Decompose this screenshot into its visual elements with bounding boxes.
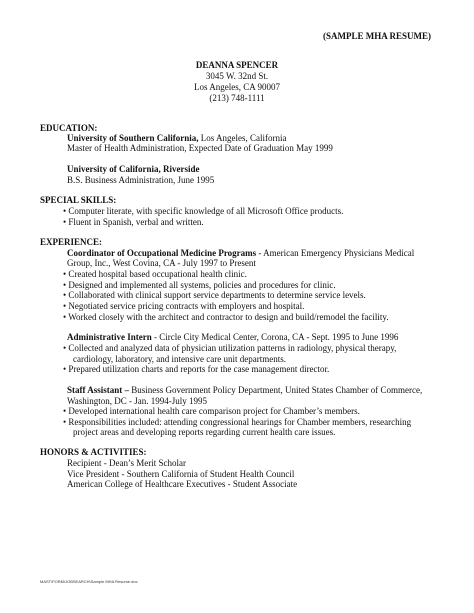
- list-item: Vice President - Southern California of Student Health Council: [67, 469, 295, 479]
- list-item: • Created hospital based occupational health clinic.: [63, 269, 247, 279]
- list-item: • Computer literate, with specific knowledge of all Microsoft Office products.: [63, 206, 344, 216]
- file-path-footer: MAST\FORM\JOBSEARCH\Sample MHA Resume.doc: [40, 579, 138, 584]
- phone-number: (213) 748-1111: [209, 93, 265, 103]
- list-item: • Responsibilities included: attending congressional hearings for Chamber members, researching: [63, 417, 412, 427]
- honors-heading: HONORS & ACTIVITIES:: [40, 447, 147, 457]
- bullet-icon: •: [63, 406, 67, 416]
- job-title: Administrative Intern: [67, 332, 152, 342]
- list-item: • Fluent in Spanish, verbal and written.: [63, 217, 204, 227]
- list-item: • Collected and analyzed data of physician utilization patterns in radiology, physical therapy,: [63, 343, 397, 353]
- list-item: • Worked closely with the architect and contractor to design and build/remodel the facility.: [63, 312, 389, 322]
- bullet-icon: •: [63, 312, 67, 322]
- school-location: Los Angeles, California: [198, 133, 287, 143]
- skills-heading: SPECIAL SKILLS:: [40, 195, 117, 205]
- degree-detail: Master of Health Administration, Expected Date of Graduation May 1999: [67, 143, 333, 153]
- job-title-line: [67, 332, 398, 343]
- bullet-icon: •: [63, 364, 67, 374]
- bullet-icon: •: [63, 217, 67, 227]
- bullet-icon: •: [63, 269, 67, 279]
- list-item: • Developed international health care comparison project for Chamber’s members.: [63, 406, 360, 416]
- candidate-name: DEANNA SPENCER: [195, 60, 279, 70]
- list-item: Recipient - Dean’s Merit Scholar: [67, 458, 186, 468]
- city-line: Los Angeles, CA 90007: [193, 82, 280, 92]
- list-item-continued: cardiology, laboratory, and intensive care unit departments.: [73, 354, 287, 364]
- bullet-icon: •: [63, 343, 67, 353]
- bullet-icon: •: [63, 290, 67, 300]
- job-org: - Circle City Medical Center, Corona, CA - Sept. 1995 to June 1996: [151, 332, 399, 342]
- job-title-line: [67, 385, 422, 396]
- street-address: 3045 W. 32nd St.: [205, 71, 269, 81]
- list-item: • Negotiated service pricing contracts with employers and hospital.: [63, 301, 305, 311]
- bullet-icon: •: [63, 280, 67, 290]
- job-title: Coordinator of Occupational Medicine Programs: [67, 248, 257, 258]
- list-item-continued: project areas and developing reports regarding current health care issues.: [73, 427, 336, 437]
- job-org-continued: Washington, DC - Jan. 1994-July 1995: [67, 396, 208, 406]
- bullet-icon: •: [63, 417, 67, 427]
- job-org-continued: Group, Inc., West Covina, CA - July 1997 to Present: [67, 258, 256, 268]
- job-title: Staff Assistant –: [67, 385, 130, 395]
- experience-heading: EXPERIENCE:: [40, 237, 103, 247]
- job-org: Business Government Policy Department, United States Chamber of Commerce,: [129, 385, 423, 395]
- list-item: • Prepared utilization charts and reports for the case management director.: [63, 364, 330, 374]
- school-name: University of Southern California,: [67, 133, 199, 143]
- degree-detail: B.S. Business Administration, June 1995: [67, 175, 215, 185]
- job-org: - American Emergency Physicians Medical: [256, 248, 415, 258]
- bullet-icon: •: [63, 301, 67, 311]
- list-item: • Collaborated with clinical support service departments to determine service levels.: [63, 290, 366, 300]
- bullet-icon: •: [63, 206, 67, 216]
- sample-tag: (SAMPLE MHA RESUME): [323, 31, 431, 41]
- list-item: American College of Healthcare Executives - Student Associate: [67, 479, 298, 489]
- list-item: • Designed and implemented all systems, policies and procedures for clinic.: [63, 280, 336, 290]
- school-name: University of California, Riverside: [67, 164, 200, 174]
- education-heading: EDUCATION:: [40, 123, 98, 133]
